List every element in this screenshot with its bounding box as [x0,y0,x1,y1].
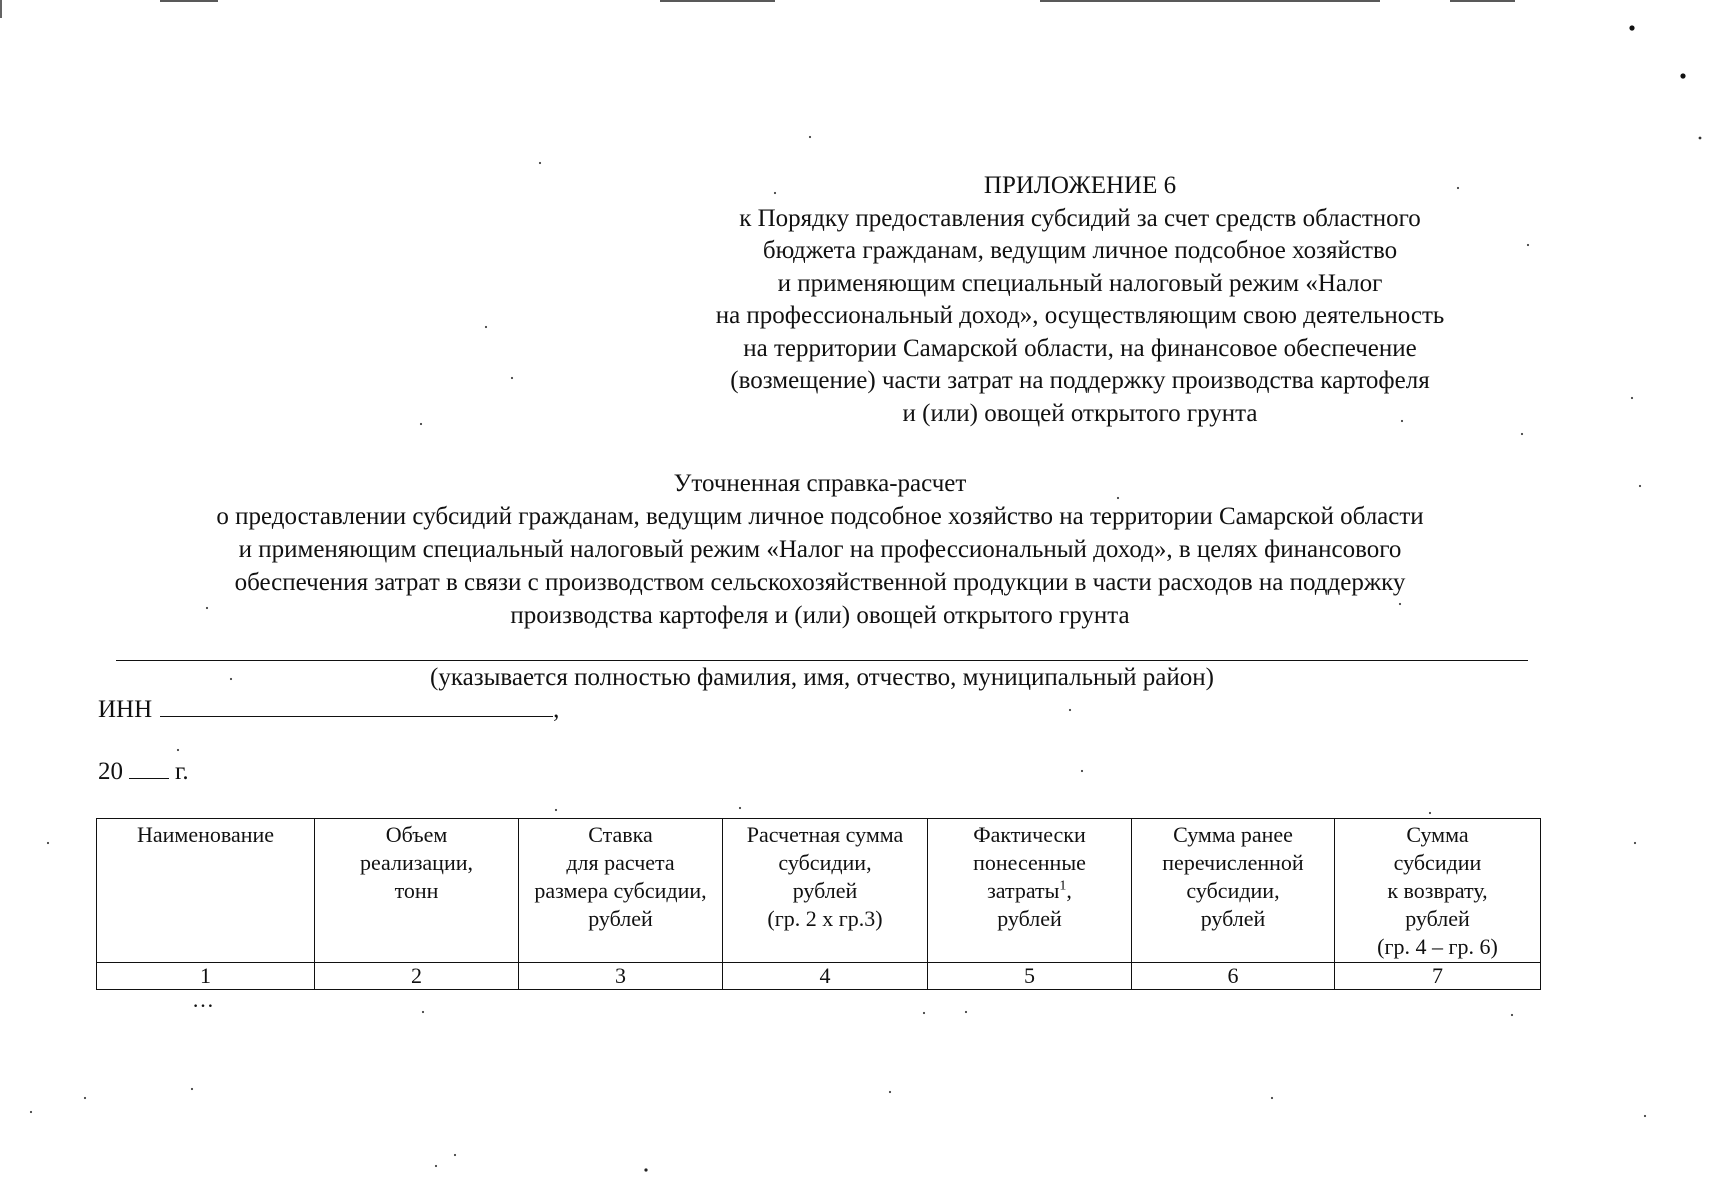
inn-suffix: , [553,696,560,723]
full-name-field-line[interactable] [116,660,1528,661]
header-calculated-amount: Расчетная сумма субсидии, рублей (гр. 2 х гр.3) [723,819,928,963]
document-title: Уточненная справка-расчет [673,470,967,497]
inn-label: ИНН [98,696,153,723]
column-number-cell: 3 [519,963,723,990]
column-number-cell: 1 [97,963,315,990]
column-number-cell: 6 [1132,963,1335,990]
appendix-heading: ПРИЛОЖЕНИЕ 6 [983,172,1177,199]
footnote-marker: 1 [1059,878,1067,894]
header-rate: Ставка для расчета размера субсидии, рублей [519,819,723,963]
column-number-row [97,963,1541,990]
column-number-cell: 7 [1335,963,1541,990]
inn-row [98,690,559,727]
appendix-line: (возмещение) части затрат на поддержку производства картофеля [730,367,1430,394]
appendix-block [640,170,1520,430]
year-prefix: 20 [98,758,123,785]
inn-field-blank[interactable] [160,690,553,717]
full-name-field-caption: (указывается полностью фамилия, имя, отчество, муниципальный район) [430,664,1214,691]
column-number-cell: 5 [928,963,1132,990]
appendix-line: к Порядку предоставления субсидий за счет средств областного [739,204,1421,232]
header-actual-costs: Фактически понесенные затраты$^1$, рублей [928,819,1132,963]
appendix-line: и применяющим специальный налоговый режим «Налог [777,269,1383,297]
header-volume: Объем реализации, тонн [315,819,519,963]
header-previously-transferred: Сумма ранее перечисленной субсидии, рублей [1132,819,1335,963]
column-number-cell: 4 [723,963,928,990]
document-subtitle-line: и применяющим специальный налоговый режим «Налог на профессиональный доход», в целях финансового [238,536,1402,563]
header-name: Наименование [97,819,315,963]
document-title-block [100,467,1540,632]
table-header-row [97,819,1541,963]
document-subtitle-line: обеспечения затрат в связи с производством сельскохозяйственной продукции в части расходов на поддержку [234,569,1406,596]
appendix-line: на территории Самарской области, на финансовое обеспечение [743,334,1417,362]
header-refund-amount: Сумма субсидии к возврату, рублей (гр. 4 – гр. 6) [1335,819,1541,963]
year-row [98,754,189,789]
document-subtitle-line: производства картофеля и (или) овощей открытого грунта [510,602,1130,629]
document-subtitle-line: о предоставлении субсидий гражданам, ведущим личное подсобное хозяйство на территории Самарской области [216,503,1424,530]
appendix-line: и (или) овощей открытого грунта [902,399,1258,427]
calculation-table [96,818,1541,990]
appendix-line: на профессиональный доход», осуществляющим свою деятельность [715,302,1445,329]
year-suffix: г. [175,758,189,785]
column-number-cell: 2 [315,963,519,990]
calculation-table-wrap [96,818,1540,990]
year-field-blank[interactable] [129,754,169,779]
appendix-line: бюджета гражданам, ведущим личное подсобное хозяйство [762,237,1398,264]
continuation-ellipsis: … [192,987,216,1012]
